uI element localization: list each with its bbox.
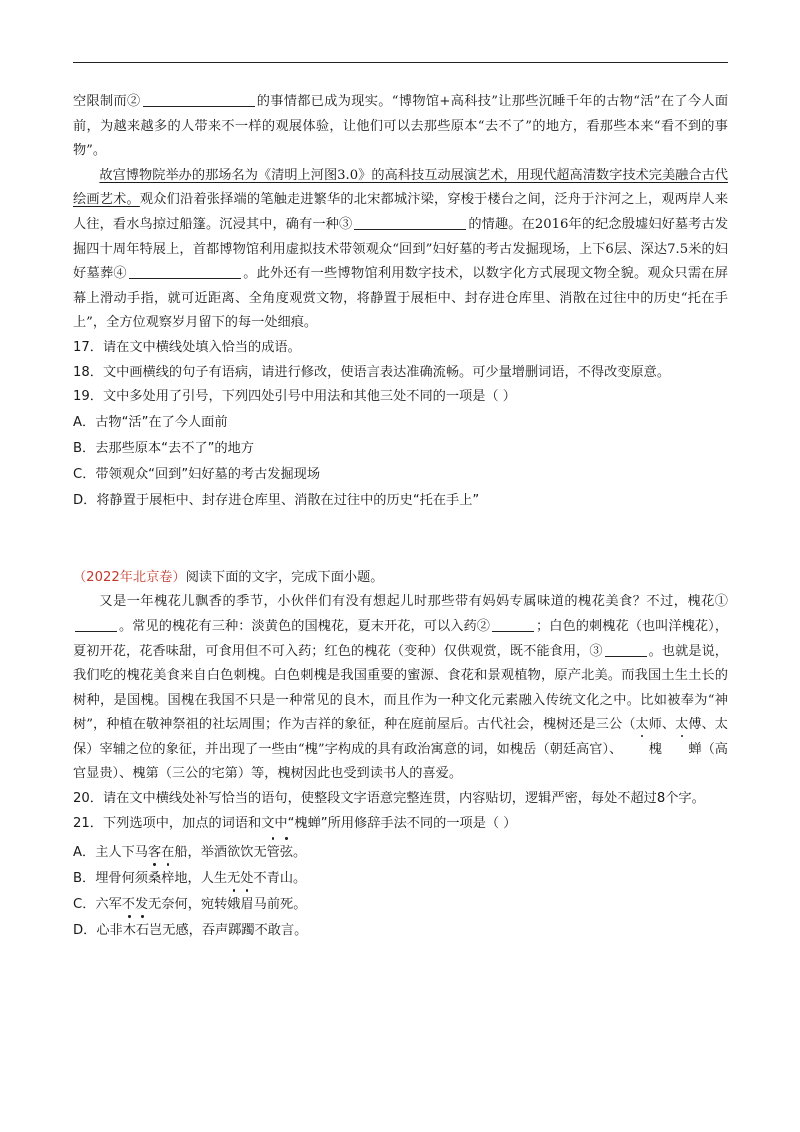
- text-run: 地，人生无处不青山。: [174, 871, 307, 887]
- passage2-heading: [73, 566, 728, 591]
- answer-blank-3b[interactable]: [605, 642, 647, 657]
- text-run: 观众们沿着张择端的笔触走进繁华的北宋都城汴梁，穿梭于楼台之间，泛舟于汴河之上，观两岸人来人往，看水鸟掠过船篷。沉浸其中，确有一种③: [73, 192, 728, 232]
- text-run: C．六军不发无奈何，宛转: [73, 897, 228, 913]
- dotted-char: 梓: [161, 866, 174, 892]
- answer-blank-2b[interactable]: [492, 617, 534, 632]
- question-21: 21．下列选项中，加点的词语和文中“槐蝉”所用修辞手法不同的一项是（ ）: [73, 815, 517, 831]
- content-area: [73, 90, 728, 944]
- passage1-paragraph1: [73, 90, 728, 164]
- text-run: 岂无感，吞声踯躅不敢言。: [149, 923, 308, 939]
- header-rule: [73, 62, 728, 63]
- passage1-paragraph2: [73, 164, 728, 336]
- text-run: 。常见的槐花有三种：淡黄色的国槐花，夏末开花，可以入药②: [119, 618, 490, 634]
- intro-text: 阅读下面的文字，完成下面小题。: [185, 569, 384, 585]
- text-run: 。: [293, 845, 307, 861]
- dotted-char: 石: [136, 918, 149, 944]
- text-run: （高官显贵）、槐第（三公的宅第）等，槐树因此也受到读书人的喜爱。: [73, 741, 728, 782]
- dotted-char: 眉: [240, 892, 253, 918]
- text-run: 。也就是说，我们吃的槐花美食来自白色刺槐。白色刺槐是我国重要的蜜源、食花和景观植物，原产北美。而我国土生土长的树种，是国槐。国槐在我国不只是一种常见的良木，而且作为一种文化元素融入传统文化之中。比如被奉为“神树”，种植在敬神祭祖的社坛周围；作为吉祥的象征，种在庭前屋后。古代社会，槐树还是三公（太师、太傅、太保）宰辅之位的象征，并出现了一些由“槐”字构成的具有政治寓意的词，如槐岳（朝廷高官）、: [73, 643, 728, 757]
- answer-blank-4[interactable]: [129, 264, 241, 279]
- option-19-b[interactable]: B．去那些原本“去不了”的地方: [73, 440, 254, 456]
- text-run: 空限制而②: [73, 94, 141, 109]
- text-run: ；白色的刺槐花（也叫洋槐花），夏初开花，花香味甜，可食用但不可入药；红色的槐花（变种）仅供观赏，既不能食用，③: [73, 618, 729, 659]
- dotted-char: 槐: [622, 738, 662, 763]
- passage2-paragraph: [73, 590, 728, 787]
- answer-blank-2[interactable]: [143, 92, 255, 107]
- dotted-char: 娥: [227, 892, 240, 918]
- underlined-sentence: 故宫博物院举办的那场名为《清明上河图3.0》的高科技互动展演艺术，用现代超高清数字技术完美融合古代绘画艺术。: [73, 167, 728, 208]
- dotted-char: 桑: [148, 866, 161, 892]
- question-19: 19．文中多处用了引号，下列四处引号中用法和其他三处不同的一项是（ ）: [73, 389, 516, 405]
- question-18: 18．文中画横线的句子有语病，请进行修改，使语言表达准确流畅。可少量增删词语，不得改变原意。: [73, 364, 671, 380]
- option-21-c[interactable]: [73, 892, 728, 918]
- section-gap: [73, 514, 728, 566]
- option-21-d[interactable]: [73, 918, 728, 944]
- dotted-char: 蝉: [662, 738, 702, 763]
- question-20: 20．请在文中横线处补写恰当的语句，使整段文字语意完整连贯，内容贴切，逻辑严密，每处不超过8个字。: [73, 791, 705, 807]
- question-17: 17．请在文中横线处填入恰当的成语。: [73, 339, 301, 355]
- option-21-b[interactable]: [73, 866, 728, 892]
- source-label: （2022年北京卷）: [73, 569, 186, 585]
- text-run: 的情趣。在2016年的纪念殷墟妇好墓考古发掘四十周年特展上，首都博物馆利用虚拟技术带领观众“回到”妇好墓的考古发掘现场，上下6层、深达7.5米的妇好墓葬④: [73, 216, 729, 282]
- option-21-a[interactable]: [73, 840, 728, 866]
- text-run: 的事情都已成为现实。“博物馆+高科技”让那些沉睡千年的古物“活”在了今人面前，为越来越多的人带来不一样的观展体验，让他们可以去那些原本“去不了”的地方，看那些本来“看不到的事物”。: [73, 94, 729, 159]
- dotted-char: 管: [267, 840, 280, 866]
- option-19-d[interactable]: D．将静置于展柜中、封存进仓库里、消散在过往中的历史“托在手上”: [73, 492, 480, 508]
- dotted-char: 木: [123, 918, 136, 944]
- answer-blank-1[interactable]: [75, 617, 117, 632]
- text-run: B．埋骨何须: [73, 871, 148, 887]
- answer-blank-3[interactable]: [354, 215, 466, 230]
- text-run: A．主人下马客在船，举酒欲饮无: [73, 845, 267, 861]
- text-run: 又是一年槐花儿飘香的季节，小伙伴们有没有想起儿时那些带有妈妈专属味道的槐花美食？不过，槐花①: [99, 594, 728, 610]
- text-run: D．心非: [73, 923, 123, 939]
- text-run: 。此外还有一些博物馆利用数字技术，以数字化方式展现文物全貌。观众只需在屏幕上滑动手指，就可近距离、全角度观赏文物，将静置于展柜中、封存进仓库里、消散在过往中的历史“托在手上”，全方位观察岁月留下的每一处细痕。: [73, 266, 729, 331]
- dotted-char: 弦: [280, 840, 293, 866]
- option-19-a[interactable]: A．古物“活”在了今人面前: [73, 414, 228, 430]
- text-run: 马前死。: [253, 897, 307, 913]
- option-19-c[interactable]: C．带领观众“回到”妇好墓的考古发掘现场: [73, 466, 321, 482]
